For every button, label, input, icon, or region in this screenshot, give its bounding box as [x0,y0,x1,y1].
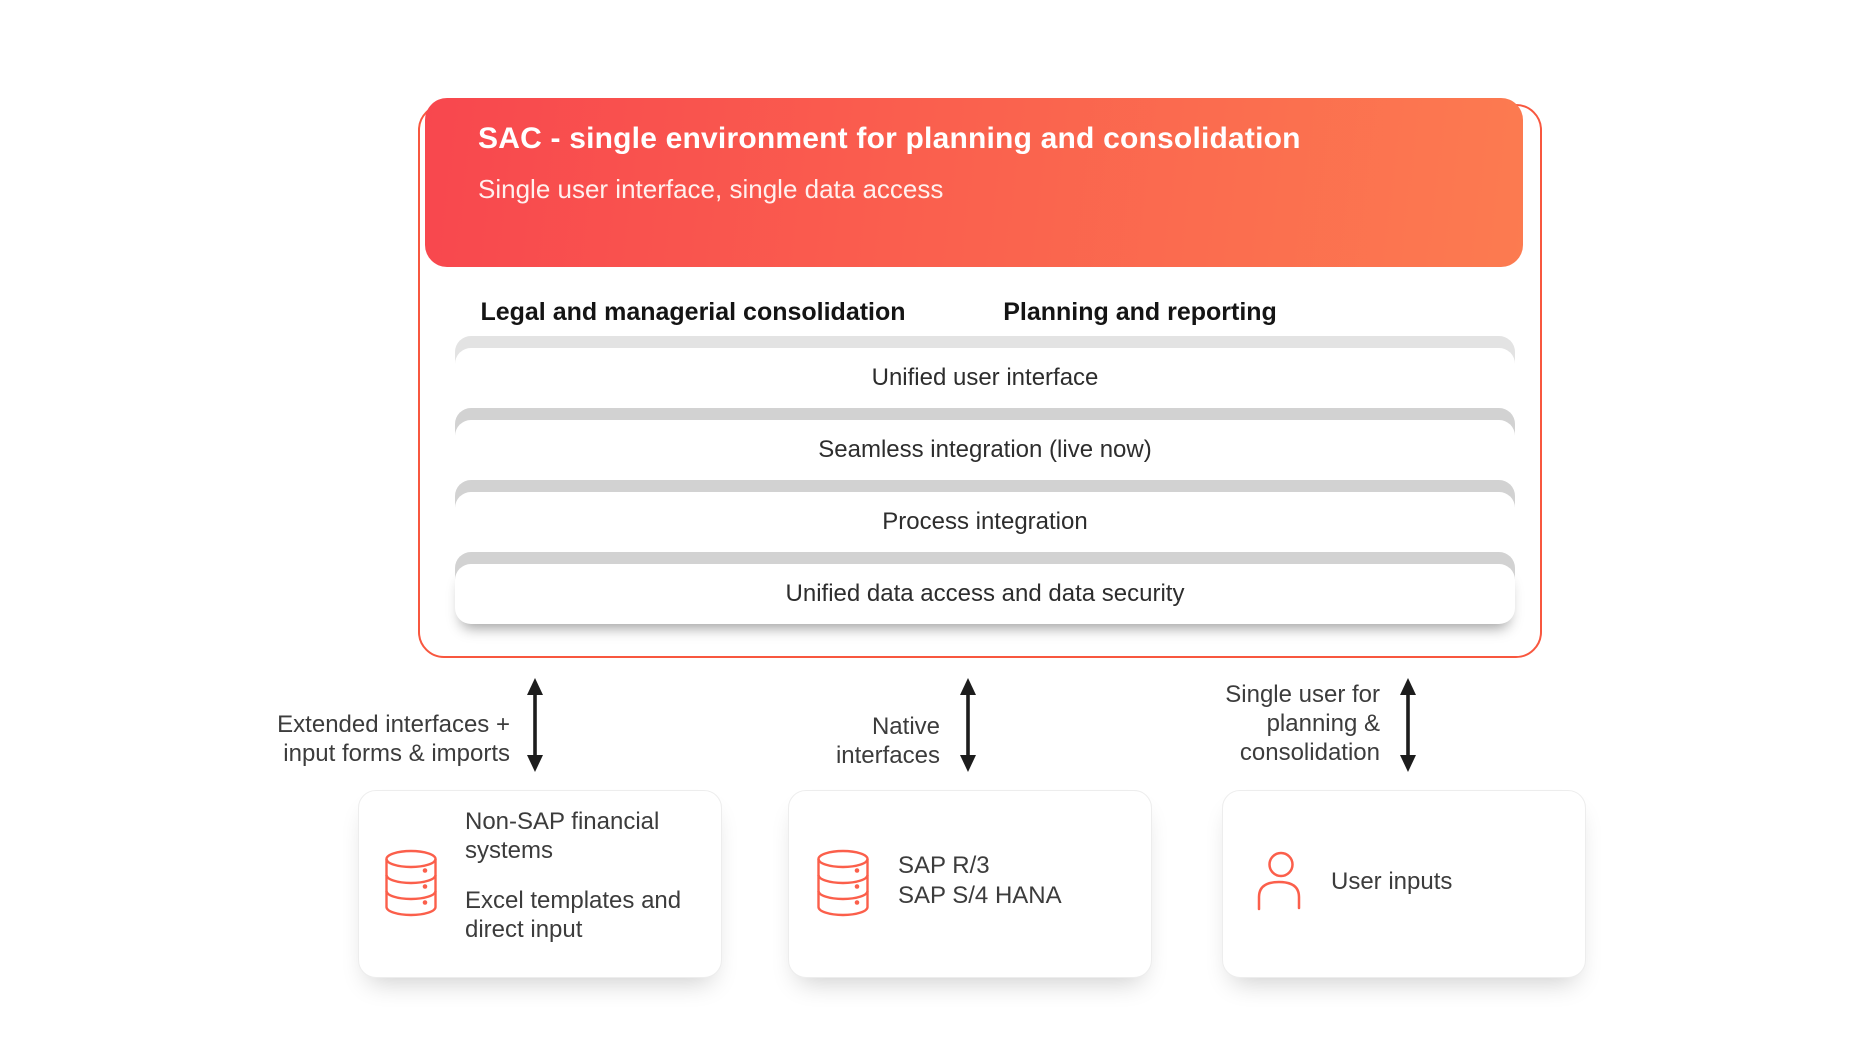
double-arrow-vertical-icon [524,678,546,772]
source-card-sap [788,790,1152,978]
double-arrow-vertical-icon [957,678,979,772]
source-card-line: direct input [465,916,583,943]
panel-subtitle: Single user interface, single data access [478,174,944,204]
connection-label-line: interfaces [835,742,940,769]
connection-label-extended-interfaces [277,710,510,768]
source-card-text [898,851,1062,911]
source-card-line: SAP S/4 HANA [898,882,1062,909]
connection-label-line: Native [871,713,940,740]
source-card-line: systems [465,837,554,864]
column-header-planning: Planning and reporting [1003,298,1277,326]
source-card-text [465,807,681,944]
layer-bar-unified-data-access: Unified data access and data security [455,564,1515,624]
connection-label-single-user [1225,680,1380,767]
column-header-consolidation: Legal and managerial consolidation [480,298,906,326]
connection-label-line: consolidation [1239,739,1380,766]
connection-label-line: input forms & imports [283,740,510,767]
sac-panel-header [425,98,1523,267]
connection-label-native-interfaces [836,712,940,770]
connection-label-line: Extended interfaces + [277,711,510,738]
layer-bar-process-integration: Process integration [455,492,1515,552]
source-card-line: Non-SAP financial [465,808,660,835]
source-card-non-sap [358,790,722,978]
source-card-line: User inputs [1331,868,1453,895]
double-arrow-vertical-icon [1397,678,1419,772]
layer-bar-seamless-integration: Seamless integration (live now) [455,420,1515,480]
connection-label-line: Single user for [1225,681,1380,708]
database-icon [816,849,870,917]
connection-label-line: planning & [1266,710,1380,737]
source-card-user-inputs [1222,790,1586,978]
source-card-text [1331,867,1452,897]
layer-bar-unified-ui: Unified user interface [455,348,1515,408]
database-icon [384,849,438,917]
source-card-line: Excel templates and [465,887,682,914]
panel-title: SAC - single environment for planning and consolidation [478,122,1301,155]
source-card-line: SAP R/3 [898,852,990,879]
user-icon [1255,851,1303,913]
